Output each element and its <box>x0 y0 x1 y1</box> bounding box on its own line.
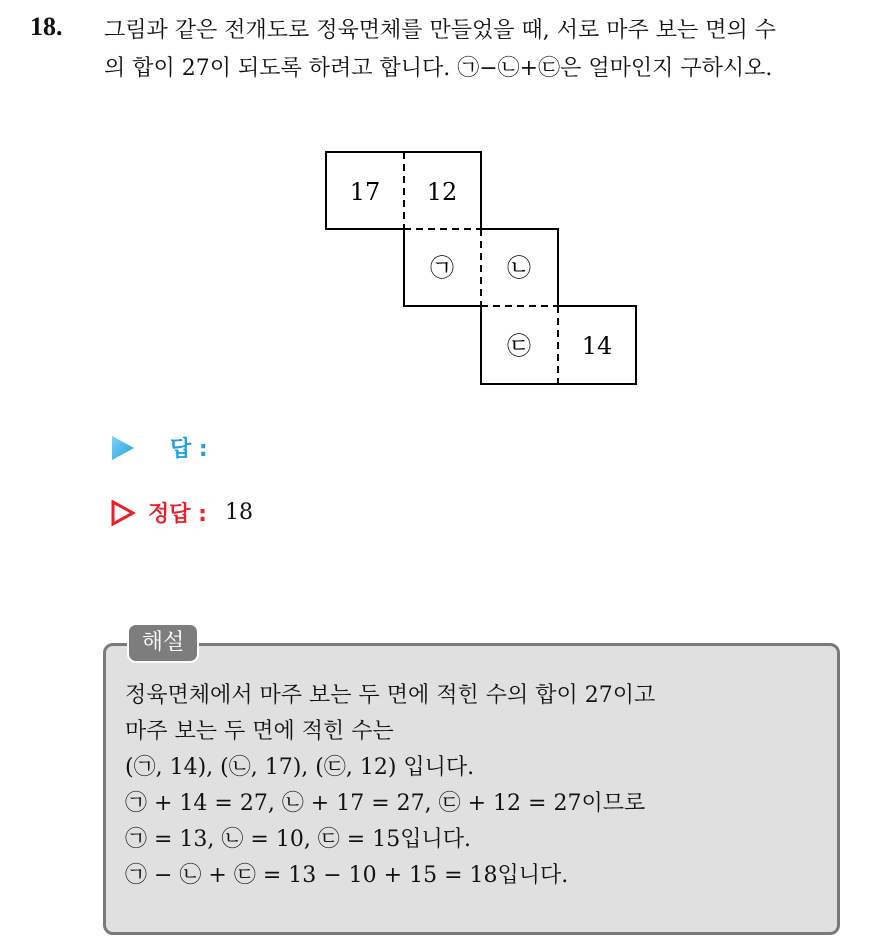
correct-answer-value: 18 <box>224 500 253 525</box>
face-label-14: 14 <box>581 332 613 360</box>
correct-answer-row <box>110 497 253 528</box>
solution-line: (㉠, 14), (㉡, 17), (㉢, 12) 입니다. <box>125 755 475 780</box>
answer-row <box>110 432 208 463</box>
face-label-12: 12 <box>426 178 458 206</box>
face-label-17: 17 <box>349 178 381 206</box>
face-label-nieun: ㉡ <box>507 254 531 282</box>
solution-line: ㉠ + 14 = 27, ㉡ + 17 = 27, ㉢ + 12 = 27이므로 <box>125 791 646 816</box>
question-line-2: 의 합이 27이 되도록 하려고 합니다. ㉠−㉡+㉢은 얼마인지 구하시오. <box>104 56 773 81</box>
solution-line: ㉠ = 13, ㉡ = 10, ㉢ = 15입니다. <box>125 827 471 852</box>
solution-line: ㉠ − ㉡ + ㉢ = 13 − 10 + 15 = 18입니다. <box>125 863 569 888</box>
question-number: 18. <box>30 12 63 41</box>
play-outline-icon <box>110 500 136 526</box>
answer-label: 답 : <box>170 437 208 462</box>
cube-net-diagram <box>0 0 884 420</box>
solution-tag: 해설 <box>127 623 199 663</box>
solution-line: 마주 보는 두 면에 적힌 수는 <box>125 719 394 744</box>
play-filled-icon <box>110 435 136 461</box>
solution-line: 정육면체에서 마주 보는 두 면에 적힌 수의 합이 27이고 <box>125 683 656 708</box>
face-label-giyeok: ㉠ <box>430 254 454 282</box>
question-line-1: 그림과 같은 전개도로 정육면체를 만들었을 때, 서로 마주 보는 면의 수 <box>104 18 776 43</box>
correct-answer-label: 정답 : <box>148 502 207 527</box>
face-label-digeut: ㉢ <box>507 332 531 360</box>
solution-text <box>125 678 655 894</box>
